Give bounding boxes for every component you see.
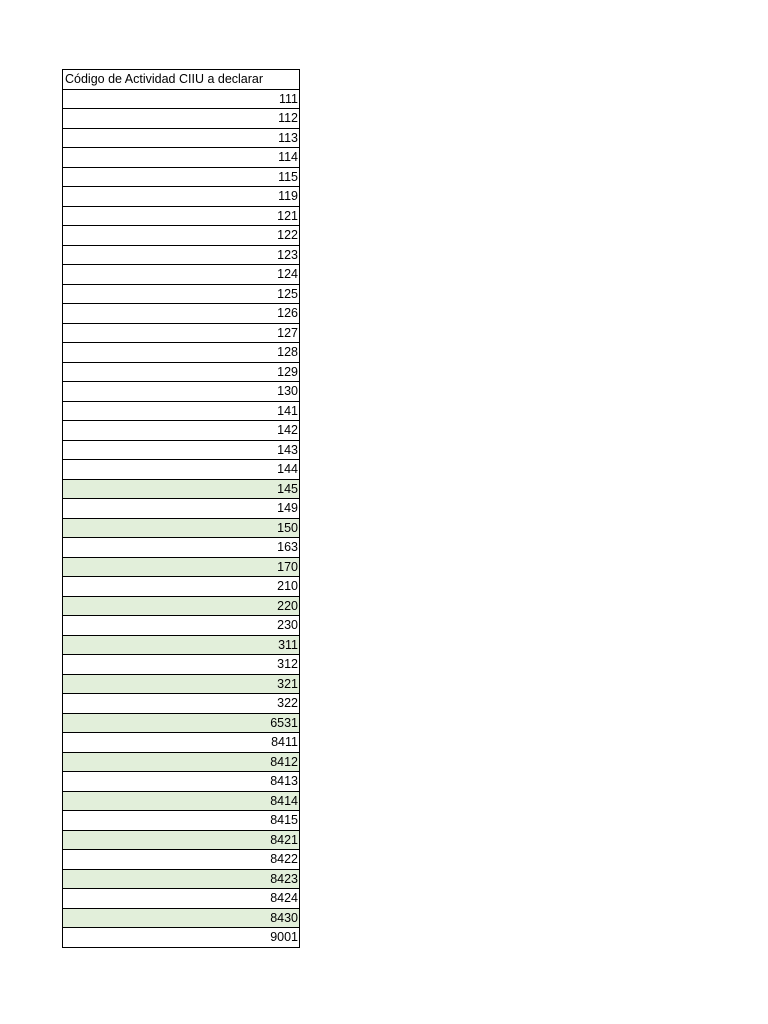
- ciiu-code-cell[interactable]: 130: [63, 382, 300, 402]
- ciiu-code-cell[interactable]: 124: [63, 265, 300, 285]
- ciiu-code-cell[interactable]: 8423: [63, 869, 300, 889]
- ciiu-code-cell[interactable]: 8430: [63, 908, 300, 928]
- ciiu-code-cell[interactable]: 122: [63, 226, 300, 246]
- table-row: [63, 596, 300, 616]
- column-header[interactable]: Código de Actividad CIIU a declarar: [63, 70, 300, 90]
- ciiu-code-cell[interactable]: 150: [63, 518, 300, 538]
- table-row: [63, 694, 300, 714]
- ciiu-code-cell[interactable]: 322: [63, 694, 300, 714]
- table-row: [63, 635, 300, 655]
- table-row: [63, 323, 300, 343]
- ciiu-code-cell[interactable]: 112: [63, 109, 300, 129]
- ciiu-code-cell[interactable]: 114: [63, 148, 300, 168]
- ciiu-code-cell[interactable]: 8421: [63, 830, 300, 850]
- ciiu-code-cell[interactable]: 8412: [63, 752, 300, 772]
- ciiu-code-cell[interactable]: 115: [63, 167, 300, 187]
- table-row: [63, 830, 300, 850]
- ciiu-code-cell[interactable]: 113: [63, 128, 300, 148]
- ciiu-code-cell[interactable]: 125: [63, 284, 300, 304]
- table-row: [63, 148, 300, 168]
- ciiu-code-cell[interactable]: 128: [63, 343, 300, 363]
- table-row: [63, 167, 300, 187]
- table-row: [63, 226, 300, 246]
- table-row: [63, 557, 300, 577]
- table-row: [63, 928, 300, 948]
- ciiu-code-cell[interactable]: 123: [63, 245, 300, 265]
- table-row: [63, 265, 300, 285]
- ciiu-code-cell[interactable]: 9001: [63, 928, 300, 948]
- ciiu-code-cell[interactable]: 145: [63, 479, 300, 499]
- table-row: [63, 674, 300, 694]
- ciiu-code-cell[interactable]: 119: [63, 187, 300, 207]
- ciiu-code-cell[interactable]: 321: [63, 674, 300, 694]
- table-row: [63, 850, 300, 870]
- ciiu-code-cell[interactable]: 230: [63, 616, 300, 636]
- table-row: [63, 382, 300, 402]
- table-row: [63, 772, 300, 792]
- table-row: [63, 577, 300, 597]
- ciiu-code-cell[interactable]: 144: [63, 460, 300, 480]
- ciiu-code-cell[interactable]: 311: [63, 635, 300, 655]
- table-row: [63, 733, 300, 753]
- table-row: [63, 440, 300, 460]
- ciiu-code-cell[interactable]: 220: [63, 596, 300, 616]
- table-row: [63, 460, 300, 480]
- table-row: [63, 245, 300, 265]
- table-row: [63, 479, 300, 499]
- ciiu-code-cell[interactable]: 163: [63, 538, 300, 558]
- table-row: [63, 89, 300, 109]
- header-row: [63, 70, 300, 90]
- table-row: [63, 752, 300, 772]
- table-row: [63, 538, 300, 558]
- table-row: [63, 362, 300, 382]
- table-body: [63, 89, 300, 947]
- ciiu-code-cell[interactable]: 149: [63, 499, 300, 519]
- ciiu-code-cell[interactable]: 8424: [63, 889, 300, 909]
- ciiu-code-cell[interactable]: 6531: [63, 713, 300, 733]
- table-row: [63, 616, 300, 636]
- ciiu-code-cell[interactable]: 141: [63, 401, 300, 421]
- ciiu-code-cell[interactable]: 143: [63, 440, 300, 460]
- ciiu-code-cell[interactable]: 210: [63, 577, 300, 597]
- table-row: [63, 284, 300, 304]
- table-row: [63, 343, 300, 363]
- ciiu-code-cell[interactable]: 129: [63, 362, 300, 382]
- table-row: [63, 869, 300, 889]
- ciiu-code-cell[interactable]: 8411: [63, 733, 300, 753]
- ciiu-code-table: [62, 69, 300, 948]
- table-row: [63, 401, 300, 421]
- table-row: [63, 109, 300, 129]
- table-row: [63, 791, 300, 811]
- table-row: [63, 128, 300, 148]
- table-row: [63, 499, 300, 519]
- table-row: [63, 811, 300, 831]
- ciiu-code-cell[interactable]: 8415: [63, 811, 300, 831]
- ciiu-code-cell[interactable]: 127: [63, 323, 300, 343]
- table-row: [63, 655, 300, 675]
- table-row: [63, 187, 300, 207]
- ciiu-code-cell[interactable]: 8422: [63, 850, 300, 870]
- table-row: [63, 713, 300, 733]
- ciiu-code-cell[interactable]: 170: [63, 557, 300, 577]
- ciiu-code-cell[interactable]: 142: [63, 421, 300, 441]
- ciiu-code-cell[interactable]: 8413: [63, 772, 300, 792]
- ciiu-code-cell[interactable]: 121: [63, 206, 300, 226]
- ciiu-code-cell[interactable]: 8414: [63, 791, 300, 811]
- table-row: [63, 908, 300, 928]
- table-row: [63, 518, 300, 538]
- table-row: [63, 421, 300, 441]
- table-row: [63, 889, 300, 909]
- table-row: [63, 206, 300, 226]
- ciiu-code-cell[interactable]: 312: [63, 655, 300, 675]
- table-row: [63, 304, 300, 324]
- ciiu-code-cell[interactable]: 111: [63, 89, 300, 109]
- ciiu-code-cell[interactable]: 126: [63, 304, 300, 324]
